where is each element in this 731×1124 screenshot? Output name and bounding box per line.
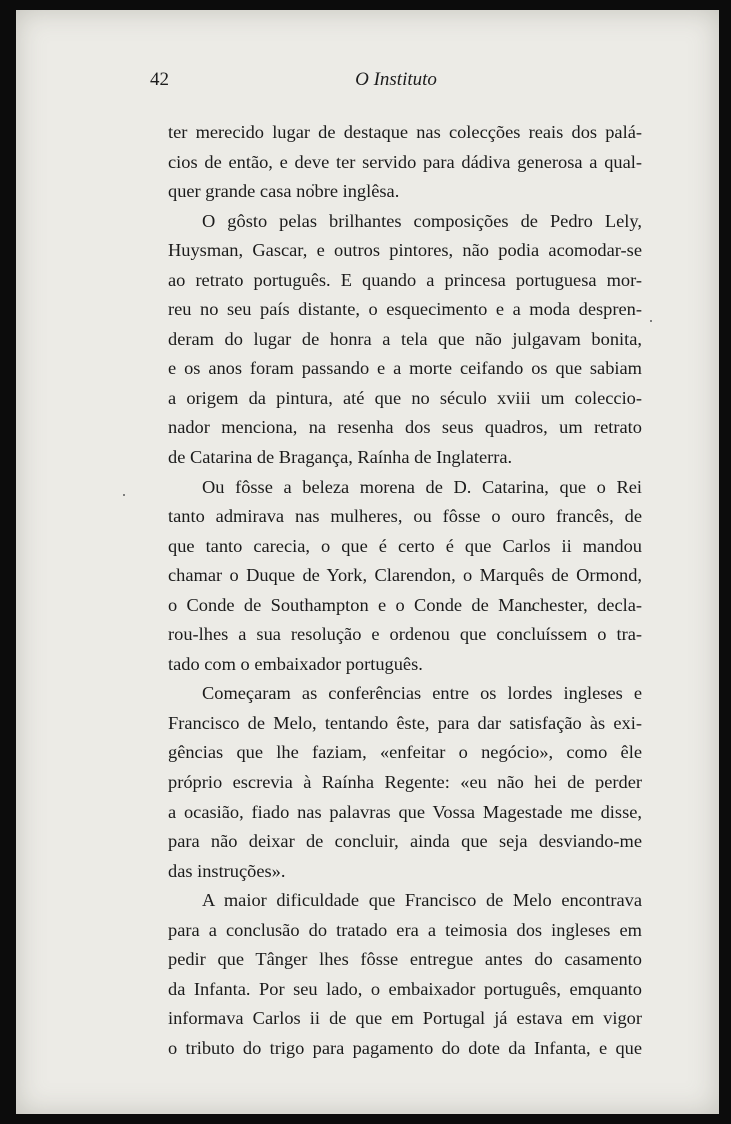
page-header xyxy=(150,69,642,99)
text-line: chamar o Duque de York, Clarendon, o Marquês de Ormond, xyxy=(168,565,642,586)
text-line: Ou fôsse a beleza morena de D. Catarina, que o Rei xyxy=(202,476,642,497)
text-line: Começaram as conferências entre os lordes ingleses e xyxy=(202,683,642,704)
text-line: a origem da pintura, até que no século xviii um coleccio- xyxy=(168,387,642,408)
text-line: e os anos foram passando e a morte ceifando os que sabiam xyxy=(168,358,642,379)
text-line: próprio escrevia à Raínha Regente: «eu não hei de perder xyxy=(168,772,642,793)
running-title: O Instituto xyxy=(355,69,437,90)
body-text xyxy=(168,118,642,1064)
text-line: A maior dificuldade que Francisco de Melo encontrava xyxy=(202,890,642,911)
text-line: Francisco de Melo, tentando êste, para dar satisfação às exi- xyxy=(168,712,642,733)
text-line: informava Carlos ii de que em Portugal já estava em vigor xyxy=(168,1008,642,1029)
text-line: o tributo do trigo para pagamento do dote da Infanta, e que xyxy=(168,1037,642,1058)
text-line: reu no seu país distante, o esquecimento e a moda despren- xyxy=(168,299,642,320)
text-line: da Infanta. Por seu lado, o embaixador português, emquanto xyxy=(168,978,642,999)
text-line: tanto admirava nas mulheres, ou fôsse o ouro francês, de xyxy=(168,506,642,527)
text-line: tado com o embaixador português. xyxy=(168,653,423,674)
page-number: 42 xyxy=(150,69,169,90)
text-line: ao retrato português. E quando a princesa portuguesa mor- xyxy=(168,269,642,290)
text-line: deram do lugar de honra a tela que não julgavam bonita, xyxy=(168,328,642,349)
text-line: quer grande casa nobre inglêsa. xyxy=(168,181,400,202)
text-line: O gôsto pelas brilhantes composições de Pedro Lely, xyxy=(202,210,642,231)
paper-speck xyxy=(123,494,125,496)
text-line: Huysman, Gascar, e outros pintores, não podia acomodar-se xyxy=(168,240,642,261)
text-line: a ocasião, fiado nas palavras que Vossa Magestade me disse, xyxy=(168,801,642,822)
text-line: ter merecido lugar de destaque nas colecções reais dos palá- xyxy=(168,122,642,142)
text-line: para a conclusão do tratado era a teimosia dos ingleses em xyxy=(168,919,642,940)
text-line: de Catarina de Bragança, Raínha de Inglaterra. xyxy=(168,447,513,468)
text-line: cios de então, e deve ter servido para dádiva generosa a qual- xyxy=(168,151,642,172)
text-line: nador menciona, na resenha dos seus quadros, um retrato xyxy=(168,417,642,438)
text-line: rou-lhes a sua resolução e ordenou que concluíssem o tra- xyxy=(168,624,642,645)
text-line: pedir que Tânger lhes fôsse entregue antes do casamento xyxy=(168,949,642,970)
text-line: das instruções». xyxy=(168,860,286,881)
text-line: gências que lhe faziam, «enfeitar o negócio», como êle xyxy=(168,742,642,763)
text-line: para não deixar de concluir, ainda que seja desviando-me xyxy=(168,831,642,852)
paper-speck xyxy=(650,320,652,322)
text-line: que tanto carecia, o que é certo é que Carlos ii mandou xyxy=(168,535,642,556)
text-line: o Conde de Southampton e o Conde de Manchester, decla- xyxy=(168,594,642,615)
